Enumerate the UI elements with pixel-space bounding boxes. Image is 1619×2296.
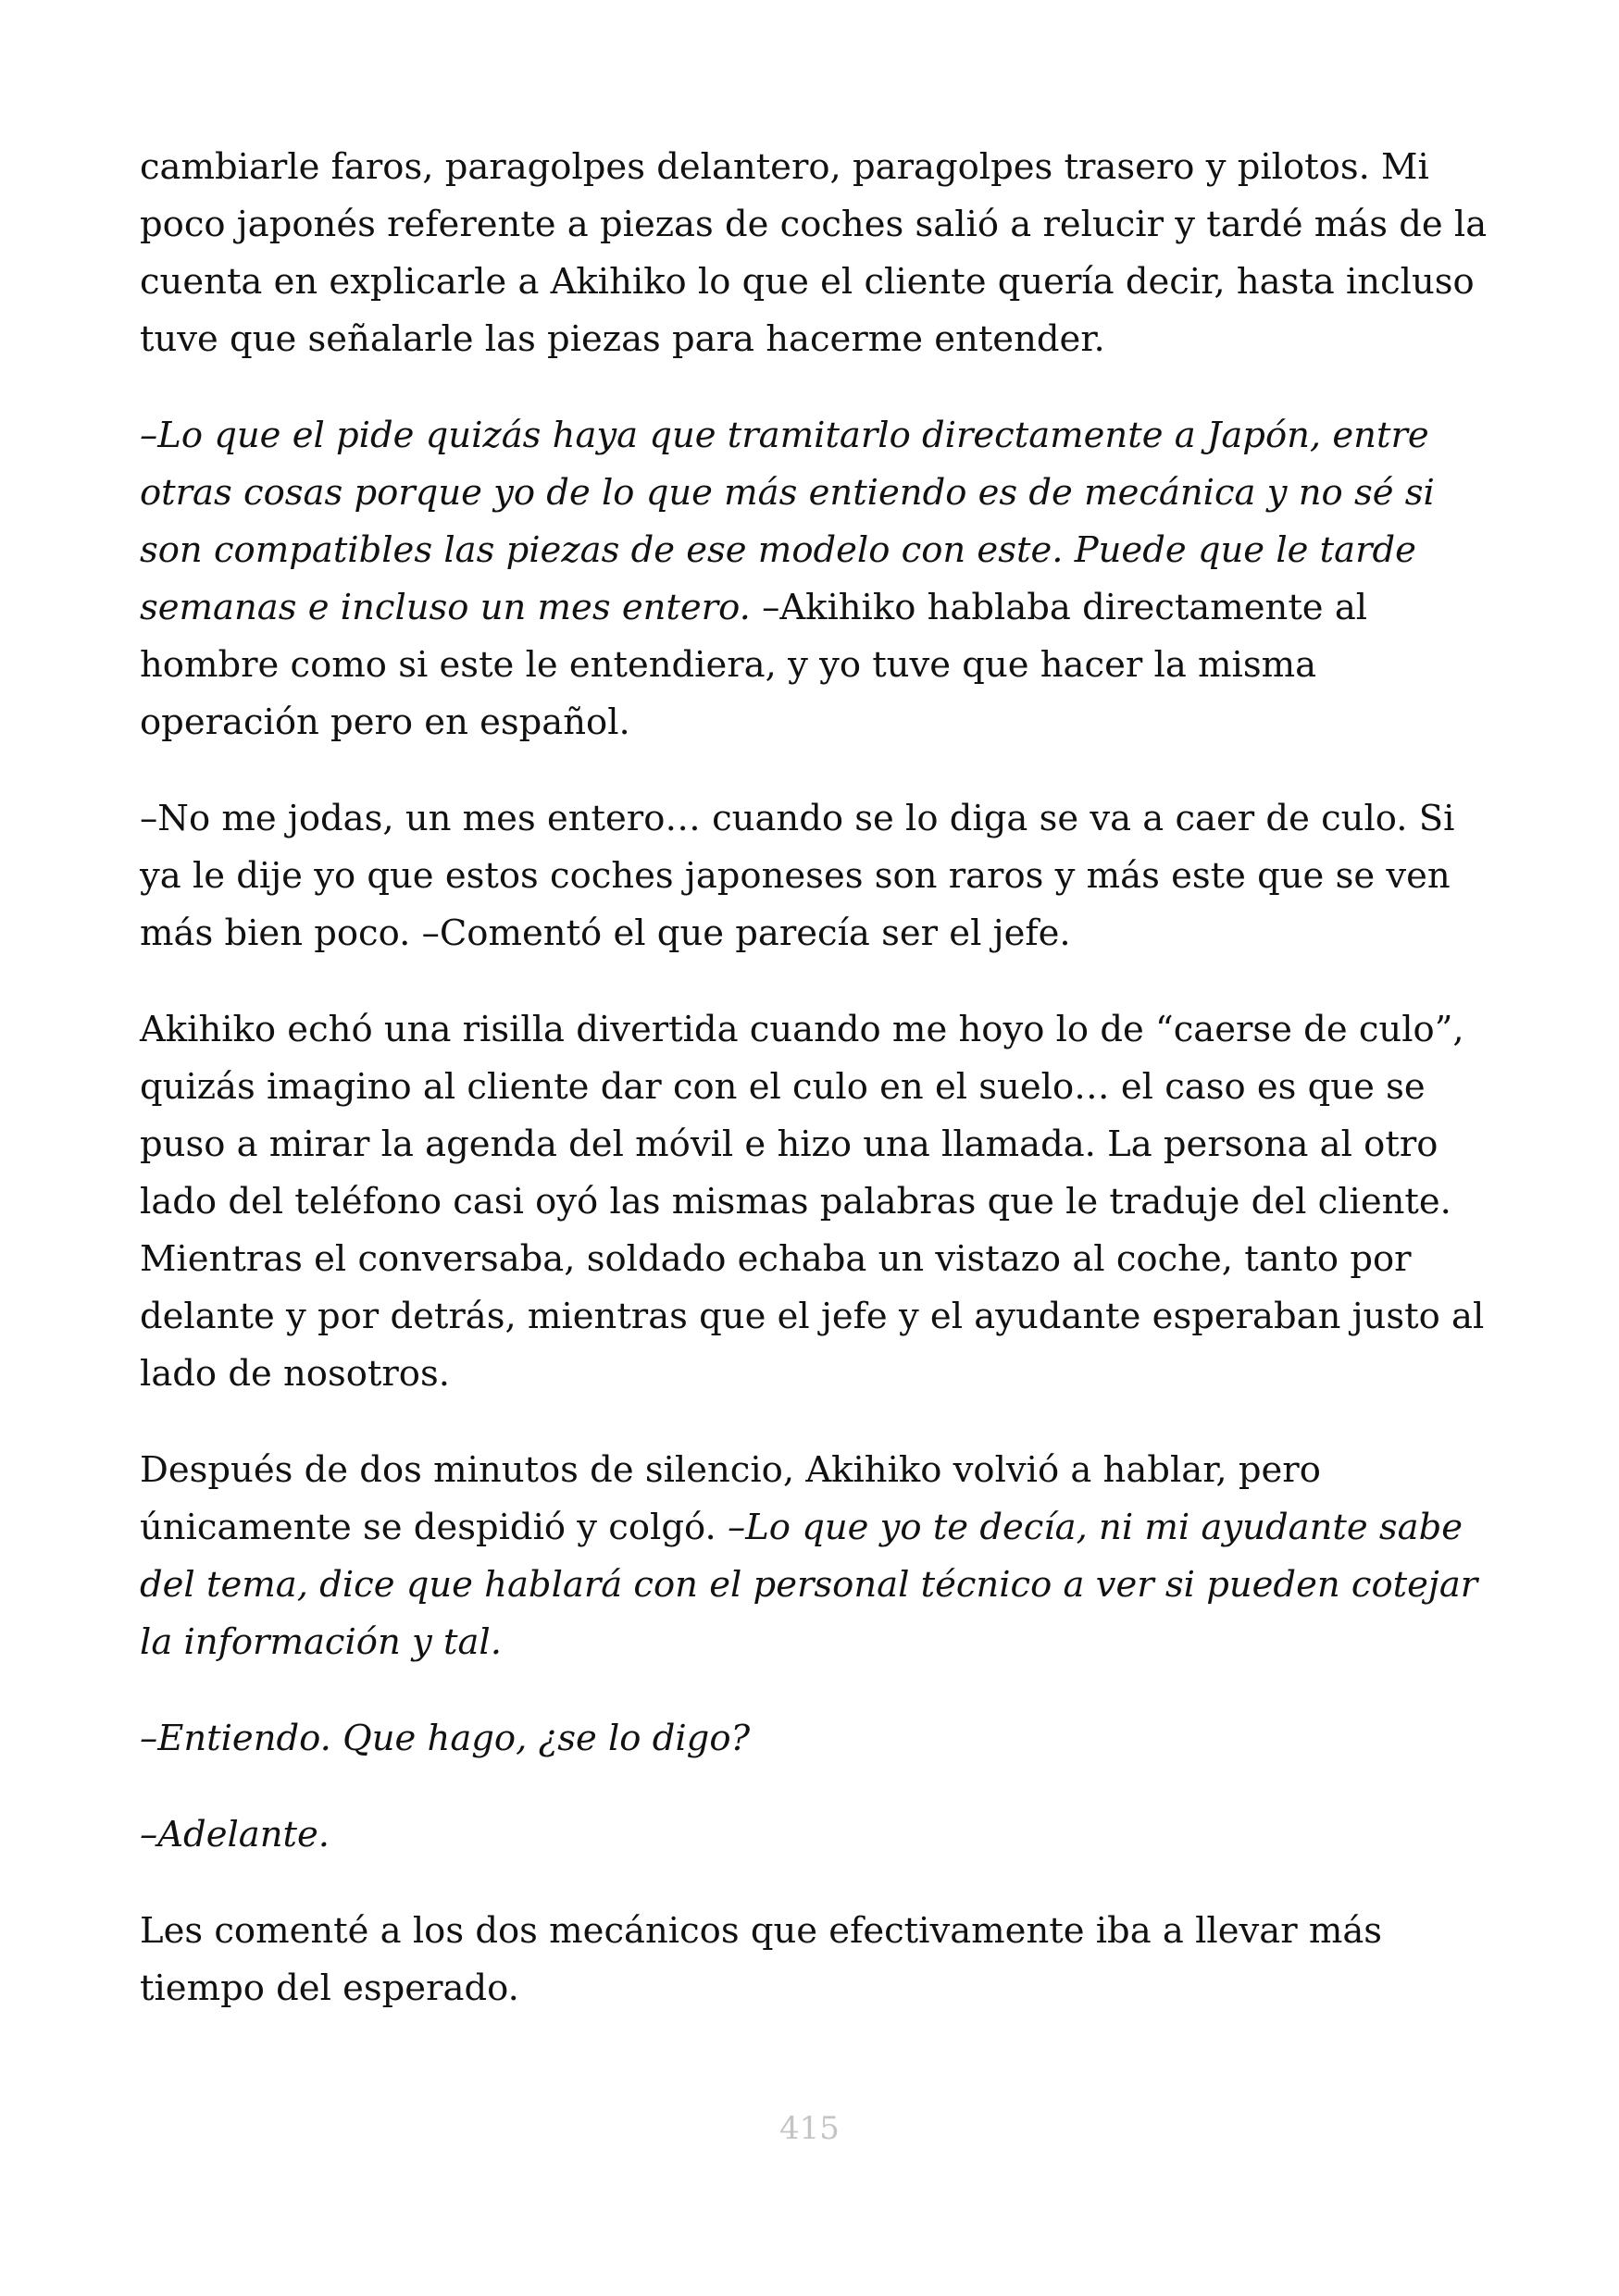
italic-dialogue-segment: –Lo que el pide quizás haya que tramitarlo directamente a Japón, entre otras cosas porque yo de lo que más entiendo es de mecánica y no sé si son compatibles las piezas de ese modelo con este. Puede que le tarde semanas e incluso un mes entero. [140, 415, 1435, 628]
text-segment: Akihiko echó una risilla divertida cuando me hoyo lo de “caerse de culo”, quizás imagino al cliente dar con el culo en el suelo… el caso es que se puso a mirar la agenda del móvil e hizo una llamada. La persona al otro lado del teléfono casi oyó las mismas palabras que le traduje del cliente. Mientras el conversaba, soldado echaba un vistazo al coche, tanto por delante y por detrás, mientras que el jefe y el ayudante esperaban justo al lado de nosotros. [140, 1009, 1485, 1395]
paragraph [140, 1001, 1491, 1403]
page-number: 415 [779, 2110, 840, 2147]
italic-dialogue-segment: –Entiendo. Que hago, ¿se lo digo? [140, 1718, 751, 1759]
paragraph [140, 1806, 1491, 1864]
text-segment: cambiarle faros, paragolpes delantero, paragolpes trasero y pilotos. Mi poco japonés referente a piezas de coches salió a relucir y tardé más de la cuenta en explicarle a Akihiko lo que el cliente quería decir, hasta incluso tuve que señalarle las piezas para hacerme entender. [140, 146, 1488, 360]
text-segment: Después de dos minutos de silencio, Akihiko volvió a hablar, pero únicamente se despidió y colgó. [140, 1449, 1321, 1548]
paragraph [140, 1442, 1491, 1671]
body-text [140, 139, 1491, 2056]
text-segment: –No me jodas, un mes entero… cuando se lo diga se va a caer de culo. Si ya le dije yo que estos coches japoneses son raros y más este que se ven más bien poco. –Comentó el que parecía ser el jefe. [140, 798, 1455, 954]
paragraph [140, 407, 1491, 751]
paragraph [140, 139, 1491, 368]
text-segment: –Akihiko hablaba directamente al hombre como si este le entendiera, y yo tuve que hacer la misma operación pero en español. [140, 587, 1368, 743]
italic-dialogue-segment: –Lo que yo te decía, ni mi ayudante sabe del tema, dice que hablará con el personal técnico a ver si pueden cotejar la información y tal. [140, 1507, 1478, 1663]
text-segment: Les comenté a los dos mecánicos que efectivamente iba a llevar más tiempo del esperado. [140, 1910, 1383, 2009]
paragraph [140, 790, 1491, 962]
italic-dialogue-segment: –Adelante. [140, 1814, 330, 1855]
paragraph [140, 1903, 1491, 2017]
paragraph [140, 1710, 1491, 1768]
